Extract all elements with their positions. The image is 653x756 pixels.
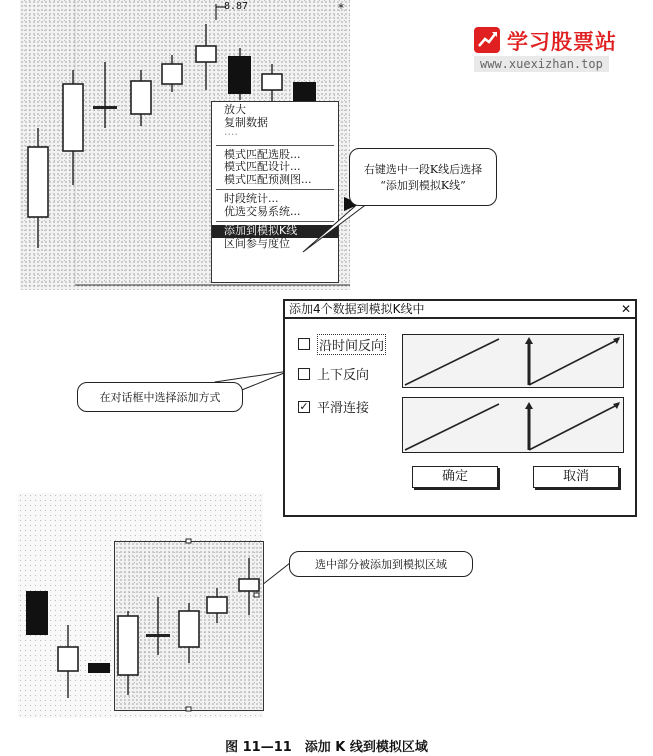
checkbox-flip-vertical[interactable] — [298, 368, 310, 380]
bottom-chart-figure — [18, 493, 263, 718]
site-name: 学习股票站 — [507, 30, 617, 54]
cancel-button[interactable]: 取消 — [533, 466, 619, 488]
ok-button[interactable]: 确定 — [412, 466, 498, 488]
candle — [239, 558, 259, 615]
checkbox-smooth-connect[interactable]: ✓ — [299, 400, 309, 413]
menu-item[interactable]: 模式匹配设计... — [224, 160, 301, 173]
close-icon[interactable]: ✕ — [620, 302, 631, 316]
menu-item[interactable]: 区间参与度位 — [224, 236, 290, 250]
menu-item[interactable]: 放大 — [224, 103, 246, 116]
preview-jump — [402, 334, 624, 388]
menu-item[interactable]: 时段统计... — [224, 192, 279, 205]
candle — [26, 591, 48, 635]
option-smooth-connect-label: 平滑连接 — [317, 401, 370, 416]
menu-item[interactable]: 复制数据 — [224, 115, 268, 129]
menu-item[interactable]: 优选交易系统... — [224, 204, 301, 218]
callout-added-region: 选中部分被添加到模拟区域 — [289, 551, 473, 577]
preview-smooth — [402, 397, 624, 453]
candle — [146, 597, 170, 655]
menu-item[interactable]: 模式匹配预测图... — [224, 172, 312, 186]
dialog-titlebar — [285, 301, 635, 319]
option-reverse-time-label: 沿时间反向 — [317, 334, 386, 355]
candle — [207, 588, 227, 623]
candle — [88, 663, 110, 673]
site-watermark — [474, 24, 634, 76]
candle — [58, 625, 78, 698]
callout-right-click: 右键选中一段K线后选择 “添加到模拟K线” — [349, 148, 497, 206]
add-to-simulated-kline-dialog — [283, 299, 637, 517]
checkbox-reverse-time[interactable] — [298, 338, 310, 350]
site-url: www.xuexizhan.top — [474, 56, 609, 72]
candle — [179, 603, 199, 663]
dialog-title: 添加4个数据到模拟K线中 — [289, 302, 425, 316]
svg-text:*: * — [338, 1, 344, 15]
bottom-kline-chart — [18, 493, 263, 718]
price-label: 8.87 — [224, 1, 249, 12]
menu-item[interactable]: 模式匹配选股... — [224, 147, 301, 161]
menu-item[interactable]: 添加到模拟K线 — [212, 225, 338, 238]
option-flip-vertical-label: 上下反向 — [317, 368, 370, 383]
menu-item: ···· — [224, 128, 238, 141]
candle — [118, 611, 138, 695]
chart-arrow-icon — [474, 27, 500, 53]
figure-caption: 图 11—11 添加 K 线到模拟区域 — [225, 740, 428, 755]
callout-choose-method: 在对话框中选择添加方式 — [77, 382, 243, 412]
